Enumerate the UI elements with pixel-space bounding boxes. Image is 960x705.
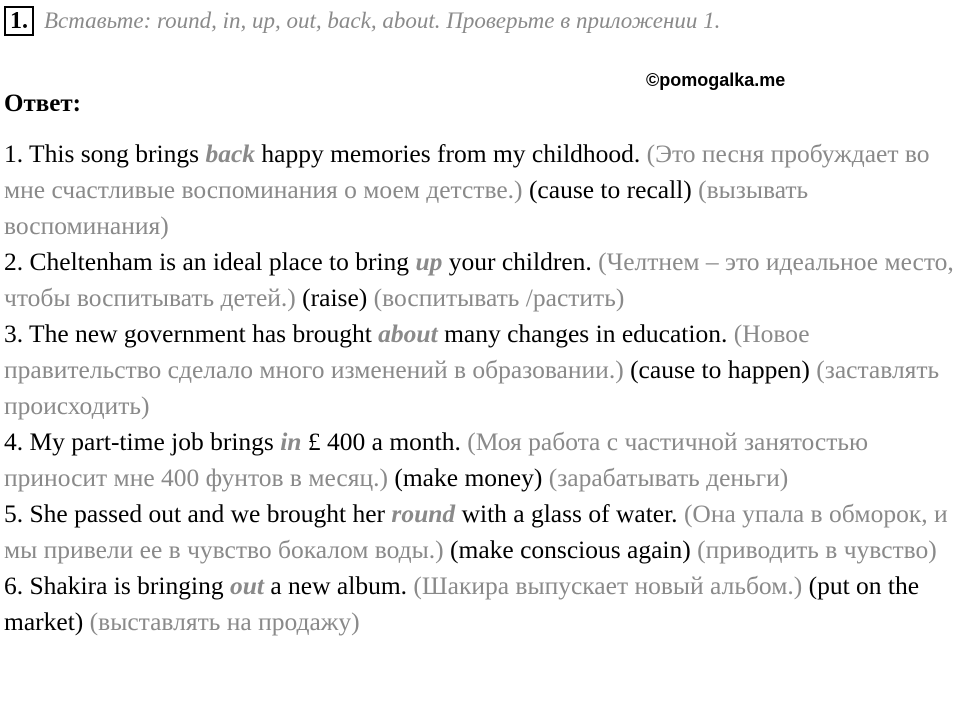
answer-meaning-ru: (заставлять происходить) [4,355,940,420]
answer-meaning-ru: (зарабатывать деньги) [548,463,789,492]
answer-item [4,424,956,496]
answer-sentence-start: 4. My part-time job brings [4,427,274,456]
answer-meaning-en: (make money) [394,463,543,492]
answer-meaning-en: (cause to happen) [630,355,810,384]
answer-meaning-en: (raise) [302,283,368,312]
answer-meaning-ru: (вызывать воспоминания) [4,175,809,240]
answers-list [4,136,956,640]
task-number: 1. [4,6,34,36]
answer-keyword: in [280,427,302,456]
answer-item [4,244,956,316]
answer-keyword: round [391,499,456,528]
answer-sentence-end: happy memories from my childhood. [261,139,641,168]
answer-meaning-en: (cause to recall) [528,175,692,204]
answer-translation: (Шакира выпускает новый альбом.) [413,571,803,600]
answer-meaning-ru: (выставлять на продажу) [89,607,360,636]
task-header [4,6,720,36]
answer-sentence-end: many changes in education. [444,319,728,348]
answer-meaning-ru: (воспитывать /растить) [373,283,625,312]
answer-item [4,568,956,640]
answer-item [4,496,956,568]
answer-keyword: back [205,139,256,168]
answer-sentence-start: 3. The new government has brought [4,319,372,348]
answer-keyword: up [415,247,443,276]
answer-sentence-start: 1. This song brings [4,139,200,168]
answer-sentence-end: your children. [448,247,592,276]
answer-meaning-ru: (приводить в чувство) [697,535,937,564]
answer-keyword: about [378,319,438,348]
answer-translation: (Новое правительство сделало много изменений в образовании.) [4,319,810,384]
answer-sentence-end: with a glass of water. [461,499,678,528]
answer-translation: (Это песня пробуждает во мне счастливые воспоминания о моем детстве.) [4,139,930,204]
answer-sentence-start: 6. Shakira is bringing [4,571,224,600]
answer-sentence-start: 2. Cheltenham is an ideal place to bring [4,247,410,276]
answer-item [4,136,956,244]
answer-sentence-end: a new album. [270,571,408,600]
answer-item [4,316,956,424]
task-instruction: Вставьте: round, in, up, out, back, about. Проверьте в приложении 1. [44,8,721,33]
answer-keyword: out [229,571,264,600]
answer-meaning-en: (make conscious again) [450,535,691,564]
answer-sentence-end: £ 400 a month. [307,427,461,456]
answer-translation: (Моя работа с частичной занятостью приносит мне 400 фунтов в месяц.) [4,427,869,492]
watermark: ©pomogalka.me [646,70,786,90]
answer-sentence-start: 5. She passed out and we brought her [4,499,386,528]
answer-label: Ответ: [4,90,81,117]
answer-meaning-en: (put on the market) [4,571,920,636]
answer-translation: (Она упала в обморок, и мы привели ее в чувство бокалом воды.) [4,499,948,564]
answer-translation: (Челтнем – это идеальное место, чтобы воспитывать детей.) [4,247,954,312]
